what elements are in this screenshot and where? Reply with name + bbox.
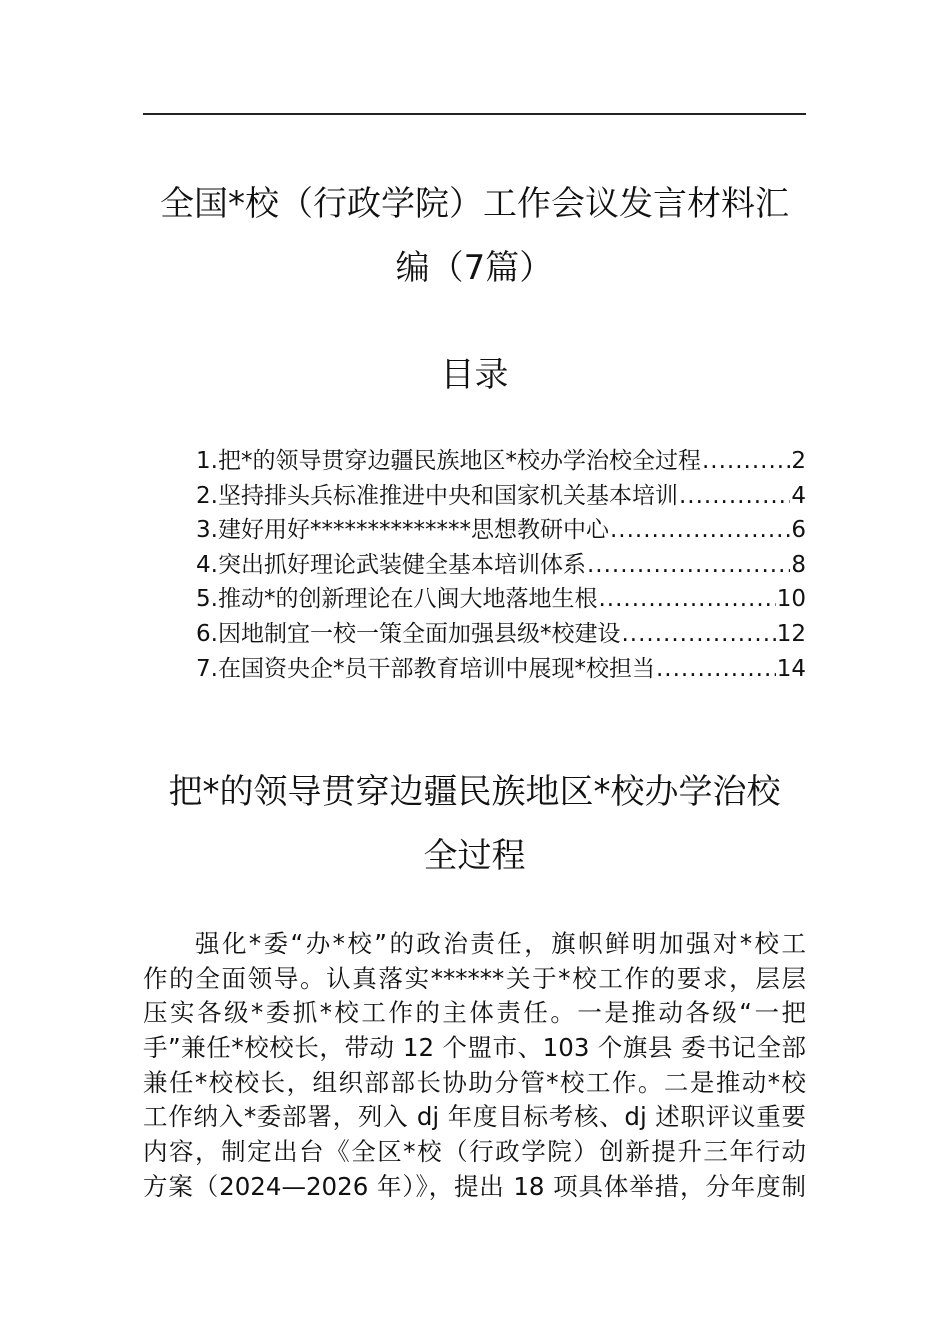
body-line: 方案（2024—2026 年）》，提出 18 项具体举措，分年度制 bbox=[143, 1171, 806, 1201]
toc-entry-page: 4 bbox=[791, 482, 806, 509]
section-title-line: 把*的领导贯穿边疆民族地区*校办学治校 bbox=[168, 772, 781, 812]
header-rule bbox=[143, 113, 806, 115]
toc-leader bbox=[679, 479, 790, 514]
toc-entry-label: 6.因地制宜一校一策全面加强县级*校建设 bbox=[196, 620, 621, 647]
document-title bbox=[143, 172, 806, 300]
toc-entry-page: 14 bbox=[776, 655, 806, 682]
body-line: 手”兼任*校校长，带动 12 个盟市、103 个旗县 委书记全部 bbox=[143, 1033, 806, 1063]
toc-entry-page: 8 bbox=[791, 551, 806, 578]
body-line: 压实各级*委抓*校工作的主体责任。一是推动各级“一把 bbox=[143, 998, 806, 1028]
toc-entry-label: 7.在国资央企*员干部教育培训中展现*校担当 bbox=[196, 655, 655, 682]
toc-leader bbox=[621, 617, 775, 652]
toc-entry-label: 1.把*的领导贯穿边疆民族地区*校办学治校全过程 bbox=[196, 448, 701, 474]
toc-entry[interactable] bbox=[196, 582, 806, 617]
toc-leader bbox=[598, 582, 775, 617]
toc-entry[interactable] bbox=[196, 479, 806, 514]
body-paragraph bbox=[143, 927, 806, 1205]
toc-entry-label: 3.建好用好**************思想教研中心 bbox=[196, 517, 609, 544]
toc-entry-label: 5.推动*的创新理论在八闽大地落地生根 bbox=[196, 586, 598, 613]
toc-entry-page: 2 bbox=[791, 448, 806, 474]
table-of-contents bbox=[196, 444, 806, 686]
toc-leader bbox=[587, 548, 790, 583]
toc-entry-page: 6 bbox=[791, 517, 806, 544]
body-line: 内容，制定出台《全区*校（行政学院）创新提升三年行动 bbox=[143, 1137, 806, 1167]
body-line: 作的全面领导。认真落实******关于*校工作的要求，层层 bbox=[143, 963, 806, 993]
toc-heading: 目录 bbox=[440, 355, 509, 395]
toc-entry-page: 10 bbox=[776, 586, 806, 613]
toc-entry[interactable] bbox=[196, 548, 806, 583]
body-line: 工作纳入*委部署，列入 dj 年度目标考核、dj 述职评议重要 bbox=[143, 1102, 806, 1132]
toc-entry[interactable] bbox=[196, 617, 806, 652]
section-title-line: 全过程 bbox=[423, 836, 526, 876]
toc-entry[interactable] bbox=[196, 513, 806, 548]
document-title-line: 编（7篇） bbox=[395, 248, 554, 288]
toc-entry-label: 2.坚持排头兵标准推进中央和国家机关基本培训 bbox=[196, 482, 678, 509]
body-line: 兼任*校校长，组织部部长协助分管*校工作。二是推动*校 bbox=[143, 1067, 806, 1097]
toc-entry[interactable] bbox=[196, 444, 806, 479]
toc-entry-label: 4.突出抓好理论武装健全基本培训体系 bbox=[196, 551, 586, 578]
toc-leader bbox=[610, 513, 790, 548]
toc-leader bbox=[702, 444, 790, 479]
body-line: 强化*委“办*校”的政治责任，旗帜鲜明加强对*校工 bbox=[195, 929, 806, 958]
toc-entry-page: 12 bbox=[776, 620, 806, 647]
toc-entry[interactable] bbox=[196, 652, 806, 687]
document-title-line: 全国*校（行政学院）工作会议发言材料汇 bbox=[160, 184, 789, 224]
section-title bbox=[143, 760, 806, 888]
toc-leader bbox=[656, 652, 776, 687]
